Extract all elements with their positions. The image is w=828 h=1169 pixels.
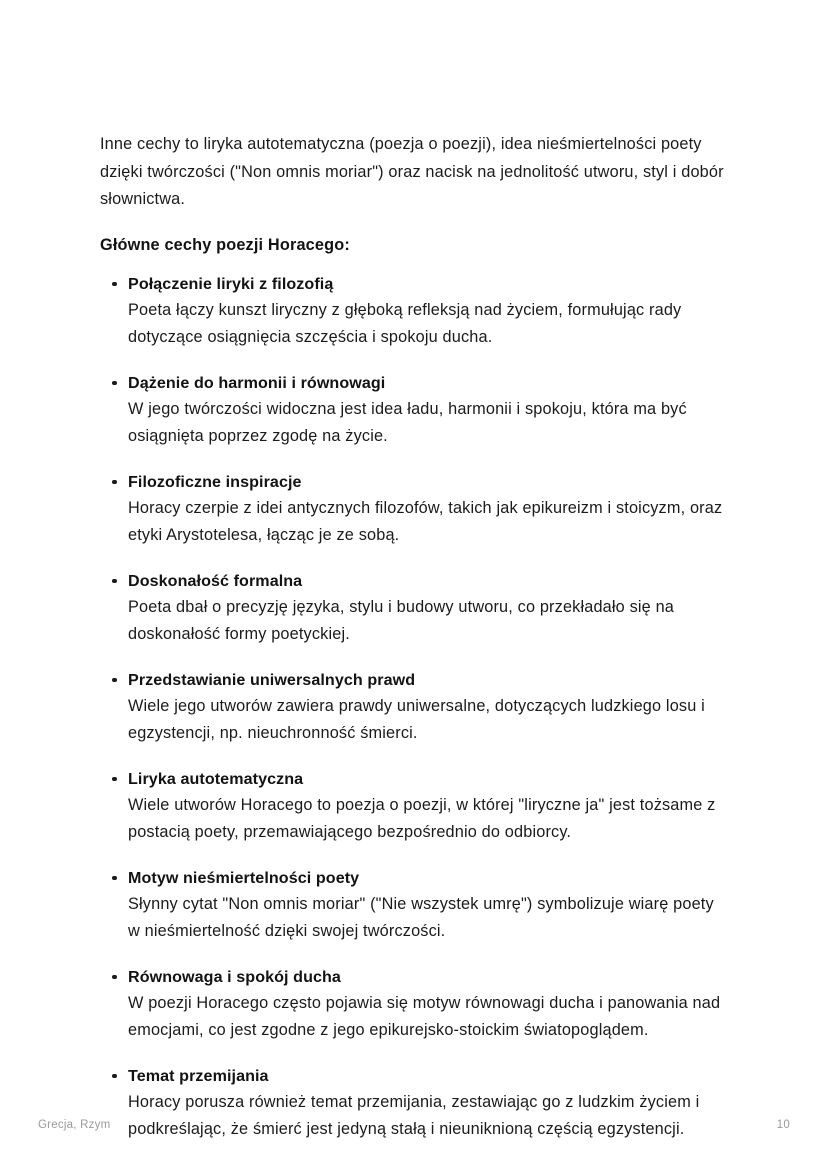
section-heading: Główne cechy poezji Horacego: [100,235,350,254]
list-item-title: Temat przemijania [128,1066,269,1085]
list-item-title: Równowaga i spokój ducha [128,967,341,986]
list-item-title: Filozoficzne inspiracje [128,472,302,491]
list-item-body: Horacy czerpie z idei antycznych filozofów, takich jak epikureizm i stoicyzm, oraz etyki Arystotelesa, łącząc je ze sobą. [128,498,723,544]
list-item [100,866,728,946]
list-item-body: Poeta łączy kunszt liryczny z głęboką refleksją nad życiem, formułując rady dotyczące osiągnięcia szczęścia i spokoju ducha. [128,300,682,346]
list-item [100,668,728,748]
page-content [100,131,728,1144]
bullet-icon [112,480,117,485]
bullet-icon [112,282,117,287]
list-item [100,371,728,451]
page-footer [38,1115,790,1135]
list-item-title: Przedstawianie uniwersalnych prawd [128,670,416,689]
list-item [100,272,728,352]
list-item [100,470,728,550]
bullet-icon [112,579,117,584]
bullet-icon [112,876,117,881]
intro-paragraph: Inne cechy to liryka autotematyczna (poezja o poezji), idea nieśmiertelności poety dzięki twórczości ("Non omnis moriar") oraz nacisk na jednolitość utworu, styl i dobór słownictwa. [100,135,724,208]
list-item-body: Poeta dbał o precyzję języka, stylu i budowy utworu, co przekładało się na doskonałość formy poetyckiej. [128,597,675,643]
page-number: 10 [776,1119,790,1131]
bullet-icon [112,777,117,782]
list-item-title: Liryka autotematyczna [128,769,304,788]
list-item-title: Połączenie liryki z filozofią [128,274,334,293]
footer-label: Grecja, Rzym [38,1119,111,1131]
list-item-body: W poezji Horacego często pojawia się motyw równowagi ducha i panowania nad emocjami, co jest zgodne z jego epikurejsko-stoickim światopoglądem. [128,993,721,1039]
list-item [100,767,728,847]
list-item-body: W jego twórczości widoczna jest idea ładu, harmonii i spokoju, która ma być osiągnięta poprzez zgodę na życie. [128,399,687,445]
list-item-body: Horacy porusza również temat przemijania, zestawiając go z ludzkim życiem i podkreślając, że śmierć jest jedyną stałą i nieuniknioną częścią egzystencji. [128,1092,700,1138]
list-item-title: Doskonałość formalna [128,571,303,590]
bullet-icon [112,678,117,683]
feature-list [100,272,728,1144]
bullet-icon [112,1074,117,1079]
list-item-title: Dążenie do harmonii i równowagi [128,373,386,392]
list-item [100,569,728,649]
bullet-icon [112,975,117,980]
list-item-body: Wiele utworów Horacego to poezja o poezji, w której "liryczne ja" jest tożsame z postacią poety, przemawiającego bezpośrednio do odbiorcy. [128,795,716,841]
list-item-title: Motyw nieśmiertelności poety [128,868,360,887]
list-item-body: Słynny cytat "Non omnis moriar" ("Nie wszystek umrę") symbolizuje wiarę poety w nieśmiertelność dzięki swojej twórczości. [128,894,714,940]
list-item-body: Wiele jego utworów zawiera prawdy uniwersalne, dotyczących ludzkiego losu i egzystencji, np. nieuchronność śmierci. [128,696,705,742]
bullet-icon [112,381,117,386]
list-item [100,965,728,1045]
